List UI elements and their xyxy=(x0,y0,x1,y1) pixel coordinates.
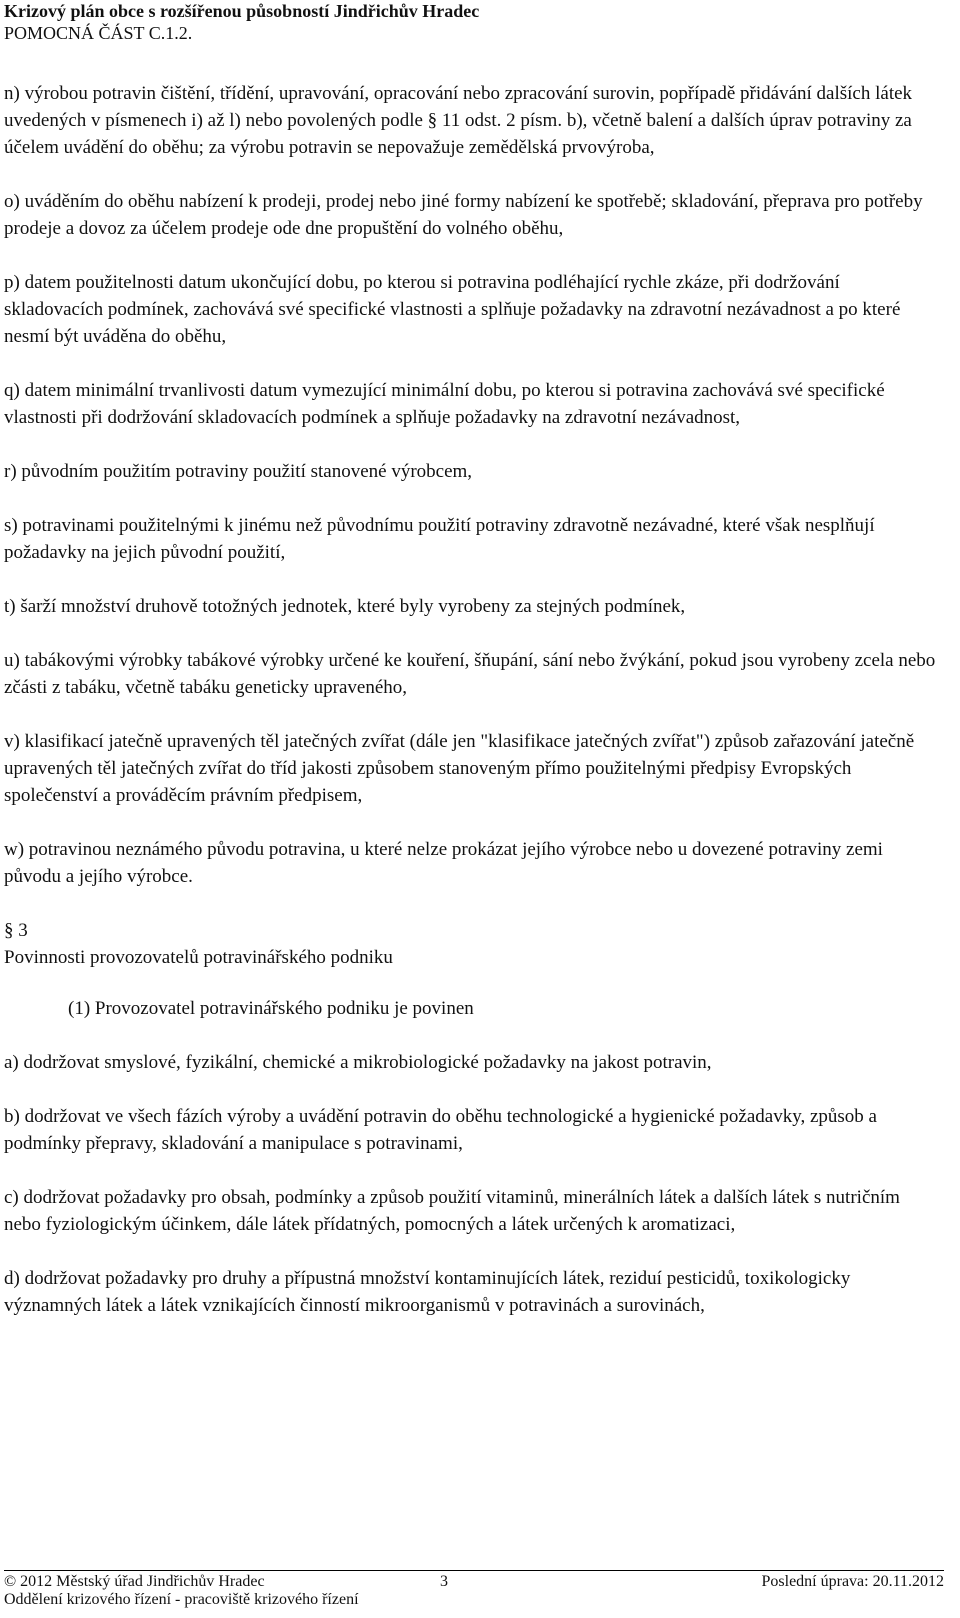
document-subtitle: POMOCNÁ ČÁST C.1.2. xyxy=(4,23,193,43)
paragraph-a: a) dodržovat smyslové, fyzikální, chemické a mikrobiologické požadavky na jakost potravin, xyxy=(4,1052,712,1073)
last-updated: Poslední úprava: 20.11.2012 xyxy=(761,1573,944,1590)
footer-divider xyxy=(4,1570,944,1571)
paragraph-v: v) klasifikací jatečně upravených těl jatečných zvířat (dále jen "klasifikace jatečných zvířat") způsob zařazování jatečně upravených těl jatečných zvířat do tříd jakosti způsobem stanoveným přímo použitelnými předpisy Evropských společenství a prováděcím právním předpisem, xyxy=(4,731,915,806)
paragraph-s: s) potravinami použitelnými k jinému než původnímu použití potraviny zdravotně nezávadné, které však nesplňují požadavky na jejich původní použití, xyxy=(4,515,875,563)
paragraph-r: r) původním použitím potraviny použití stanovené výrobcem, xyxy=(4,461,473,482)
page-header xyxy=(4,0,944,43)
paragraph-q: q) datem minimální trvanlivosti datum vymezující minimální dobu, po kterou si potravina zachovává své specifické vlastnosti při dodržování skladovacích podmínek a splňuje požadavky na zdravotní nezávadnost, xyxy=(4,380,885,428)
paragraph-o: o) uváděním do oběhu nabízení k prodeji, prodej nebo jiné formy nabízení ke spotřebě; skladování, přeprava pro potřeby prodeje a dovoz za účelem prodeje ode dne propuštění do volného oběhu, xyxy=(4,191,923,239)
footer-department: Oddělení krizového řízení - pracoviště krizového řízení xyxy=(4,1591,359,1608)
paragraph-t: t) šarží množství druhově totožných jednotek, které byly vyrobeny za stejných podmínek, xyxy=(4,596,686,617)
paragraph-u: u) tabákovými výrobky tabákové výrobky určené ke kouření, šňupání, sání nebo žvýkání, pokud jsou vyrobeny zcela nebo zčásti z tabáku, včetně tabáku geneticky upraveného, xyxy=(4,650,936,698)
paragraph-d: d) dodržovat požadavky pro druhy a přípustná množství kontaminujících látek, reziduí pesticidů, toxikologicky významných látek a látek vznikajících činností mikroorganismů v potravinách a surovinách, xyxy=(4,1268,851,1316)
footer-row xyxy=(4,1573,944,1591)
document-title: Krizový plán obce s rozšířenou působností Jindřichův Hradec xyxy=(4,1,480,21)
section-intro: (1) Provozovatel potravinářského podniku je povinen xyxy=(68,998,474,1019)
document-body xyxy=(4,80,940,1346)
paragraph-b: b) dodržovat ve všech fázích výroby a uvádění potravin do oběhu technologické a hygienické požadavky, způsob a podmínky přepravy, skladování a manipulace s potravinami, xyxy=(4,1106,877,1154)
page-footer xyxy=(4,1570,944,1609)
page-number: 3 xyxy=(440,1573,448,1590)
section-title: Povinnosti provozovatelů potravinářského podniku xyxy=(4,947,393,968)
paragraph-w: w) potravinou neznámého původu potravina, u které nelze prokázat jejího výrobce nebo u dovezené potraviny zemi původu a jejího výrobce. xyxy=(4,839,883,887)
paragraph-n: n) výrobou potravin čištění, třídění, upravování, opracování nebo zpracování surovin, popřípadě přidávání dalších látek uvedených v písmenech i) až l) nebo povolených podle § 11 odst. 2 písm. b), včetně balení a dalších úprav potraviny za účelem uvádění do oběhu; za výrobu potravin se nepovažuje zemědělská prvovýroba, xyxy=(4,83,913,158)
section-number: § 3 xyxy=(4,920,28,941)
footer-copyright: © 2012 Městský úřad Jindřichův Hradec xyxy=(4,1573,265,1590)
paragraph-p: p) datem použitelnosti datum ukončující dobu, po kterou si potravina podléhající rychle zkáze, při dodržování skladovacích podmínek, zachovává své specifické vlastnosti a splňuje požadavky na zdravotní nezávadnost a po které nesmí být uváděna do oběhu, xyxy=(4,272,901,347)
paragraph-c: c) dodržovat požadavky pro obsah, podmínky a způsob použití vitaminů, minerálních látek a dalších látek s nutričním nebo fyziologickým účinkem, dále látek přídatných, pomocných a látek určených k aromatizaci, xyxy=(4,1187,900,1235)
